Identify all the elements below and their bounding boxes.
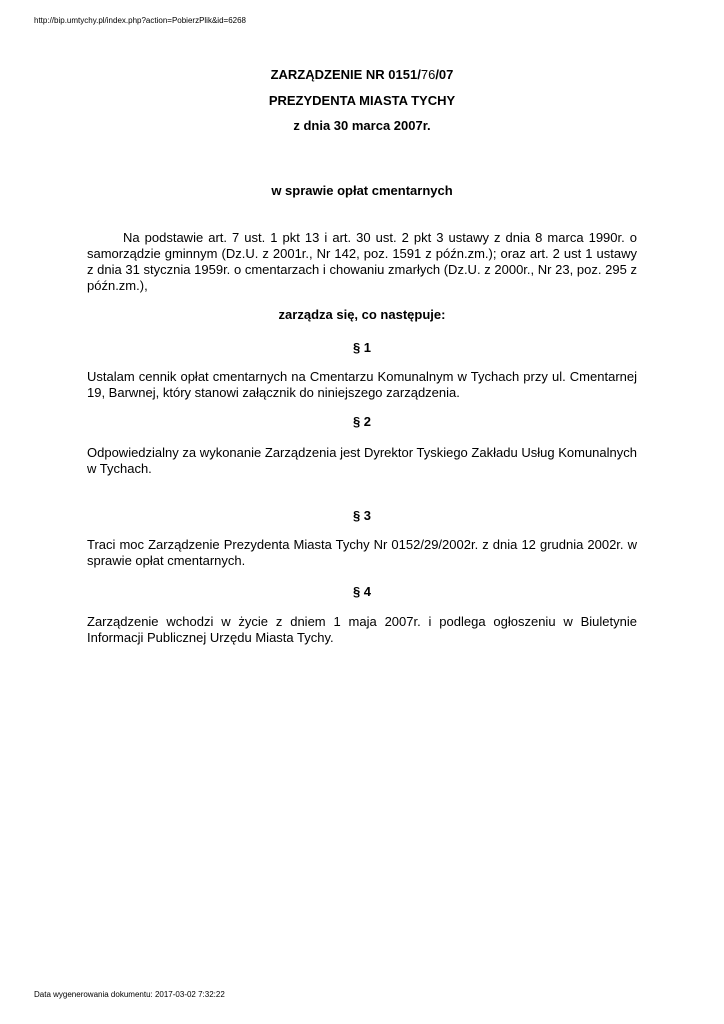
section-3-text: Traci moc Zarządzenie Prezydenta Miasta Tychy Nr 0152/29/2002r. z dnia 12 grudnia 2002r. w sprawie opłat cmentarnych. (87, 537, 637, 568)
document-subject: w sprawie opłat cmentarnych (271, 183, 453, 198)
legal-basis-paragraph: Na podstawie art. 7 ust. 1 pkt 13 i art. 30 ust. 2 pkt 3 ustawy z dnia 8 marca 1990r. o samorządzie gminnym (Dz.U. z 2001r., Nr 142, poz. 1591 z późn.zm.); oraz art. 2 ust 1 ustawy z dnia 31 stycznia 1959r. o cmentarzach i chowaniu zmarłych (Dz.U. z 2000r., Nr 23, poz. 295 z późn.zm.), (87, 230, 637, 293)
title-number-prefix: ZARZĄDZENIE NR 0151/ (270, 67, 421, 82)
section-1-symbol: § 1 (352, 340, 372, 355)
section-2-symbol: § 2 (352, 414, 372, 429)
document-title-number (87, 67, 637, 82)
title-number-middle: 76 (420, 67, 436, 82)
document-title-date: z dnia 30 marca 2007r. (293, 118, 431, 133)
decree-intro: zarządza się, co następuje: (278, 307, 446, 322)
section-2-text: Odpowiedzialny za wykonanie Zarządzenia jest Dyrektor Tyskiego Zakładu Usług Komunalnych w Tychach. (87, 445, 637, 476)
section-3-symbol: § 3 (352, 508, 372, 523)
document-title-issuer: PREZYDENTA MIASTA TYCHY (268, 93, 456, 108)
section-1-text: Ustalam cennik opłat cmentarnych na Cmentarzu Komunalnym w Tychach przy ul. Cmentarnej 19, Barwnej, który stanowi załącznik do niniejszego zarządzenia. (87, 369, 637, 400)
title-number-suffix: /07 (435, 67, 454, 82)
section-4-text: Zarządzenie wchodzi w życie z dniem 1 maja 2007r. i podlega ogłoszeniu w Biuletynie Informacji Publicznej Urzędu Miasta Tychy. (87, 614, 637, 645)
section-4-symbol: § 4 (352, 584, 372, 599)
source-url: http://bip.umtychy.pl/index.php?action=PobierzPlik&id=6268 (34, 16, 246, 25)
generation-date-footer: Data wygenerowania dokumentu: 2017-03-02 7:32:22 (34, 990, 225, 999)
